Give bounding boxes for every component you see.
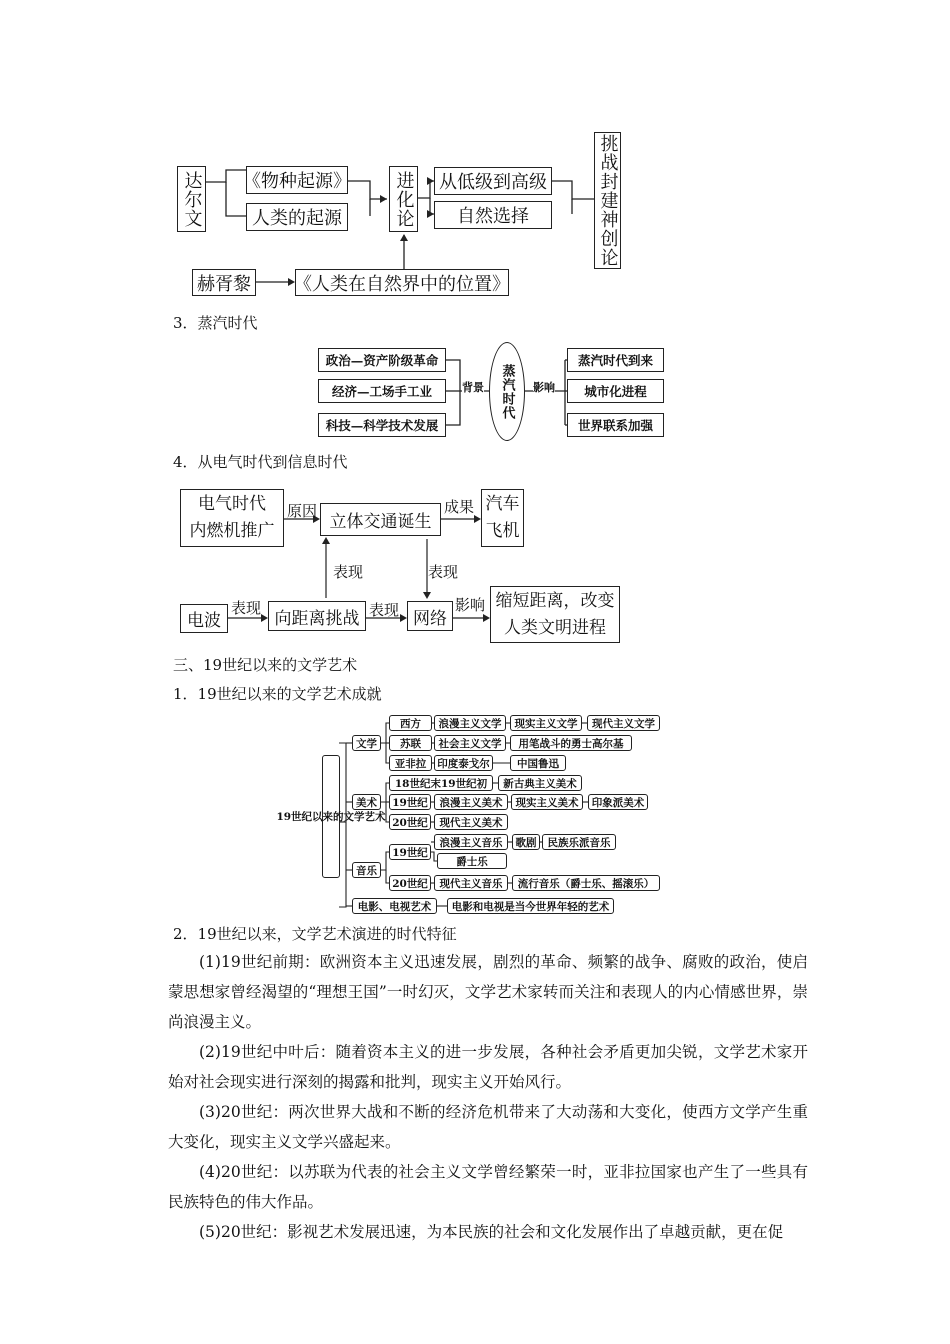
realist-art-node: 现实主义美术 (511, 794, 583, 810)
achievements-heading: 1．19世纪以来的文学艺术成就 (173, 685, 382, 703)
influence-label: 影响 (533, 381, 555, 394)
descent-of-man-box: 人类的起源 (246, 203, 348, 231)
3d-transport-box: 立体交通诞生 (320, 503, 441, 536)
modern-art-node: 现代主义美术 (434, 814, 508, 830)
huxley-box: 赫胥黎 (192, 269, 256, 296)
challenge-creationism-box: 挑战封建神创论 (594, 132, 621, 269)
modern-music-node: 现代主义音乐 (434, 875, 508, 891)
tagore-node: 印度泰戈尔 (434, 755, 493, 771)
afro-asia-latin-node: 亚非拉 (389, 755, 432, 771)
c19-art-node: 19世纪 (389, 794, 431, 810)
evolution-theory-box: 进化论 (389, 166, 418, 232)
paragraph-4-text: (4)20世纪：以苏联为代表的社会主义文学曾经繁荣一时，亚非拉国家也产生了一些具有民族特色的伟大作品。 (168, 1163, 808, 1211)
c20-art-node: 20世纪 (389, 814, 431, 830)
electric-age-line2: 内燃机推广 (189, 521, 275, 541)
electric-age-line1: 电气时代 (198, 494, 266, 514)
jazz-node: 爵士乐 (437, 853, 507, 869)
mans-place-box: 《人类在自然界中的位置》 (295, 269, 509, 296)
c19-music-node: 19世纪 (389, 844, 431, 860)
network-box: 网络 (407, 601, 453, 631)
manifest-label-right: 表现 (428, 563, 459, 581)
paragraph-1 (168, 947, 808, 1037)
steam-age-oval: 蒸汽时代 (489, 342, 525, 441)
manifest-label-radio: 表现 (231, 599, 262, 617)
soviet-node: 苏联 (389, 735, 432, 751)
modern-lit-node: 现代主义文学 (587, 715, 660, 731)
neoclassical-node: 新古典主义美术 (498, 775, 582, 791)
realist-lit-node: 现实主义文学 (510, 715, 582, 731)
romantic-music-node: 浪漫主义音乐 (434, 834, 508, 850)
result-label: 成果 (444, 498, 475, 516)
romantic-art-node: 浪漫主义美术 (434, 794, 508, 810)
c18-19-node: 18世纪末19世纪初 (389, 775, 493, 791)
music-node: 音乐 (352, 862, 381, 878)
vehicles-line1: 汽车 (485, 494, 520, 514)
origin-of-species-box: 《物种起源》 (246, 166, 348, 194)
paragraph-5-text: (5)20世纪：影视艺术发展迅速，为本民族的社会和文化发展作出了卓越贡献，更在促 (199, 1223, 784, 1241)
paragraph-4 (168, 1157, 808, 1217)
c20-music-node: 20世纪 (389, 875, 431, 891)
urbanization-box: 城市化进程 (567, 379, 664, 403)
pop-music-node: 流行音乐（爵士乐、摇滚乐） (512, 875, 660, 891)
paragraph-2-text: (2)19世纪中叶后：随着资本主义的进一步发展，各种社会矛盾更加尖锐，文学艺术家开始对社会现实进行深刻的揭露和批判，现实主义开始风行。 (168, 1043, 808, 1091)
gorky-node: 用笔战斗的勇士高尔基 (510, 735, 632, 751)
national-music-node: 民族乐派音乐 (542, 834, 616, 850)
opera-node: 歌剧 (512, 834, 540, 850)
electric-age-heading: 4．从电气时代到信息时代 (173, 453, 348, 471)
manifest-label-network: 表现 (369, 601, 400, 619)
west-node: 西方 (389, 715, 432, 731)
shorten-line2: 人类文明进程 (504, 617, 606, 638)
paragraph-2 (168, 1037, 808, 1097)
radio-wave-box: 电波 (180, 604, 228, 633)
tree-root-box: 19世纪以来的文学艺术 (322, 755, 340, 878)
romantic-lit-node: 浪漫主义文学 (434, 715, 506, 731)
socialist-lit-node: 社会主义文学 (434, 735, 506, 751)
cause-label: 原因 (287, 502, 318, 520)
paragraph-1-text: (1)19世纪前期：欧洲资本主义迅速发展，剧烈的革命、频繁的战争、腐败的政治，使启蒙思想家曾经渴望的“理想王国”一时幻灭，文学艺术家转而关注和表现人的内心情感世界，崇尚浪漫主义。 (168, 953, 808, 1031)
background-label: 背景 (462, 381, 484, 394)
film-tv-desc-node: 电影和电视是当今世界年轻的艺术 (447, 898, 614, 914)
distance-challenge-box: 向距离挑战 (268, 601, 366, 631)
paragraph-3-text: (3)20世纪：两次世界大战和不断的经济危机带来了大动荡和大变化，使西方文学产生重大变化，现实主义文学兴盛起来。 (168, 1103, 808, 1151)
era-features-heading: 2．19世纪以来，文学艺术演进的时代特征 (173, 925, 457, 943)
paragraph-3 (168, 1097, 808, 1157)
technology-box: 科技—科学技术发展 (318, 413, 446, 437)
vehicles-line2: 飞机 (485, 521, 520, 541)
film-tv-node: 电影、电视艺术 (352, 898, 437, 914)
world-links-box: 世界联系加强 (567, 413, 664, 437)
economy-box: 经济—工场手工业 (318, 379, 446, 403)
darwin-box: 达尔文 (177, 166, 206, 232)
manifest-label-left: 表现 (333, 563, 364, 581)
impressionist-node: 印象派美术 (588, 794, 648, 810)
natural-selection-box: 自然选择 (434, 201, 552, 229)
steam-age-arrival-box: 蒸汽时代到来 (567, 348, 664, 372)
fine-arts-node: 美术 (352, 794, 381, 810)
impact-label: 影响 (455, 596, 486, 614)
literature-art-heading: 三、19世纪以来的文学艺术 (173, 656, 358, 674)
literature-node: 文学 (352, 735, 381, 751)
low-to-high-box: 从低级到高级 (434, 167, 552, 195)
paragraph-5 (168, 1217, 808, 1247)
politics-box: 政治—资产阶级革命 (318, 348, 446, 372)
luxun-node: 中国鲁迅 (510, 755, 566, 771)
steam-age-heading: 3．蒸汽时代 (173, 314, 258, 332)
shorten-line1: 缩短距离，改变 (495, 590, 615, 611)
